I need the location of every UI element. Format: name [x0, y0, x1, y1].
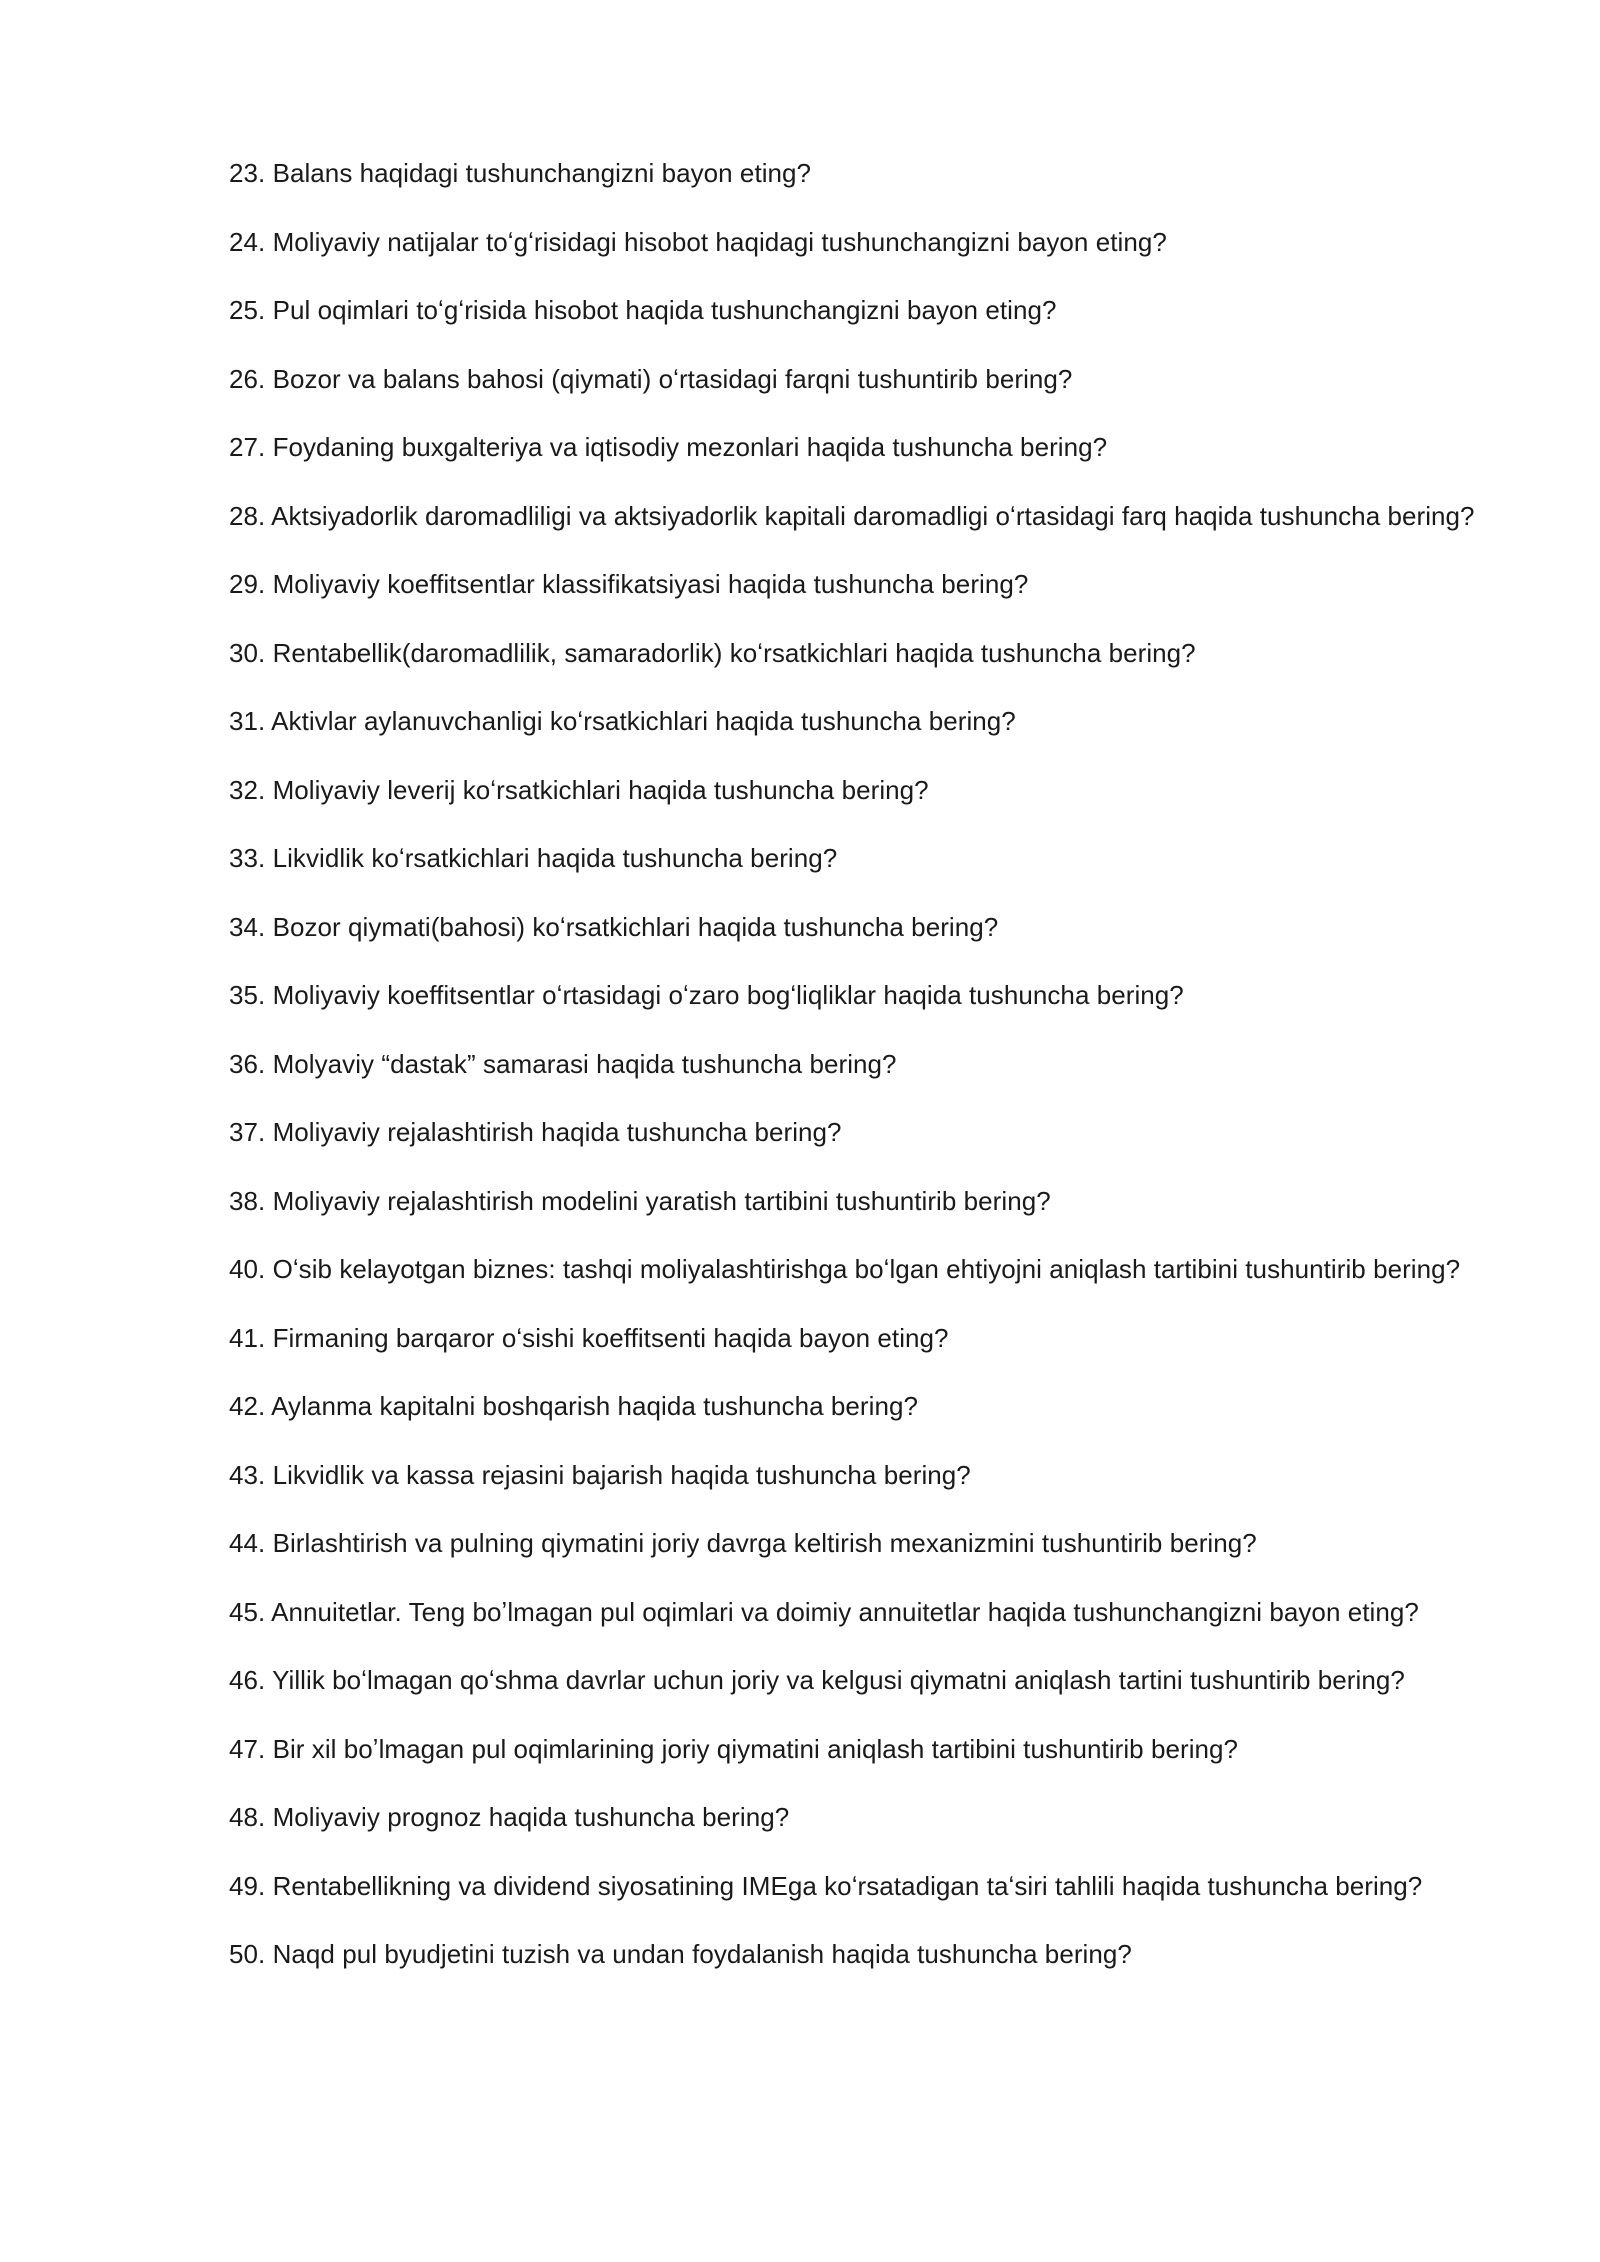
question-33: 33. Likvidlik koʻrsatkichlari haqida tushuncha bering? [229, 843, 838, 873]
question-46: 46. Yillik boʻlmagan qoʻshma davrlar uchun joriy va kelgusi qiymatni aniqlash tartini tushuntirib bering? [229, 1665, 1405, 1695]
question-35: 35. Moliyaviy koeffitsentlar oʻrtasidagi oʻzaro bogʻliqliklar haqida tushuncha bering? [229, 980, 1184, 1010]
question-37: 37. Moliyaviy rejalashtirish haqida tushuncha bering? [229, 1117, 842, 1147]
question-34: 34. Bozor qiymati(bahosi) koʻrsatkichlari haqida tushuncha bering? [229, 911, 999, 942]
question-48: 48. Moliyaviy prognoz haqida tushuncha bering? [229, 1802, 790, 1832]
question-49: 49. Rentabellikning va dividend siyosatining IMEga koʻrsatadigan taʻsiri tahlili haqida tushuncha bering? [229, 1870, 1423, 1901]
question-38: 38. Moliyaviy rejalashtirish modelini yaratish tartibini tushuntirib bering? [229, 1185, 1051, 1216]
question-40: 40. Oʻsib kelayotgan biznes: tashqi moliyalashtirishga boʻlgan ehtiyojni aniqlash tartibini tushuntirib bering? [229, 1254, 1461, 1284]
question-42: 42. Aylanma kapitalni boshqarish haqida tushuncha bering? [229, 1391, 918, 1421]
question-31: 31. Aktivlar aylanuvchanligi koʻrsatkichlari haqida tushuncha bering? [229, 706, 1016, 736]
question-29: 29. Moliyaviy koeffitsentlar klassifikatsiyasi haqida tushuncha bering? [229, 569, 1029, 599]
question-24: 24. Moliyaviy natijalar toʻgʻrisidagi hisobot haqidagi tushunchangizni bayon eting? [229, 226, 1167, 257]
question-26: 26. Bozor va balans bahosi (qiymati) oʻrtasidagi farqni tushuntirib bering? [229, 363, 1073, 394]
question-32: 32. Moliyaviy leverij koʻrsatkichlari haqida tushuncha bering? [229, 774, 929, 805]
question-27: 27. Foydaning buxgalteriya va iqtisodiy mezonlari haqida tushuncha bering? [229, 432, 1108, 462]
question-47: 47. Bir xil boʼlmagan pul oqimlarining joriy qiymatini aniqlash tartibini tushuntirib bering? [229, 1733, 1239, 1764]
question-50: 50. Naqd pul byudjetini tuzish va undan foydalanish haqida tushuncha bering? [229, 1939, 1132, 1969]
question-30: 30. Rentabellik(daromadlilik, samaradorlik) koʻrsatkichlari haqida tushuncha bering? [229, 637, 1196, 668]
question-41: 41. Firmaning barqaror oʻsishi koeffitsenti haqida bayon eting? [229, 1322, 949, 1353]
question-23: 23. Balans haqidagi tushunchangizni bayon eting? [229, 158, 812, 188]
question-43: 43. Likvidlik va kassa rejasini bajarish haqida tushuncha bering? [229, 1459, 971, 1490]
question-25: 25. Pul oqimlari toʻgʻrisida hisobot haqida tushunchangizni bayon eting? [229, 295, 1057, 325]
question-list [229, 152, 1484, 2002]
question-45: 45. Annuitetlar. Teng boʼlmagan pul oqimlari va doimiy annuitetlar haqida tushunchangizni bayon eting? [229, 1596, 1419, 1627]
question-36: 36. Molyaviy “dastak” samarasi haqida tushuncha bering? [229, 1048, 897, 1079]
question-28: 28. Aktsiyadorlik daromadliligi va aktsiyadorlik kapitali daromadligi oʻrtasidagi farq haqida tushuncha bering? [229, 500, 1475, 531]
question-44: 44. Birlashtirish va pulning qiymatini joriy davrga keltirish mexanizmini tushuntirib bering? [229, 1528, 1257, 1558]
